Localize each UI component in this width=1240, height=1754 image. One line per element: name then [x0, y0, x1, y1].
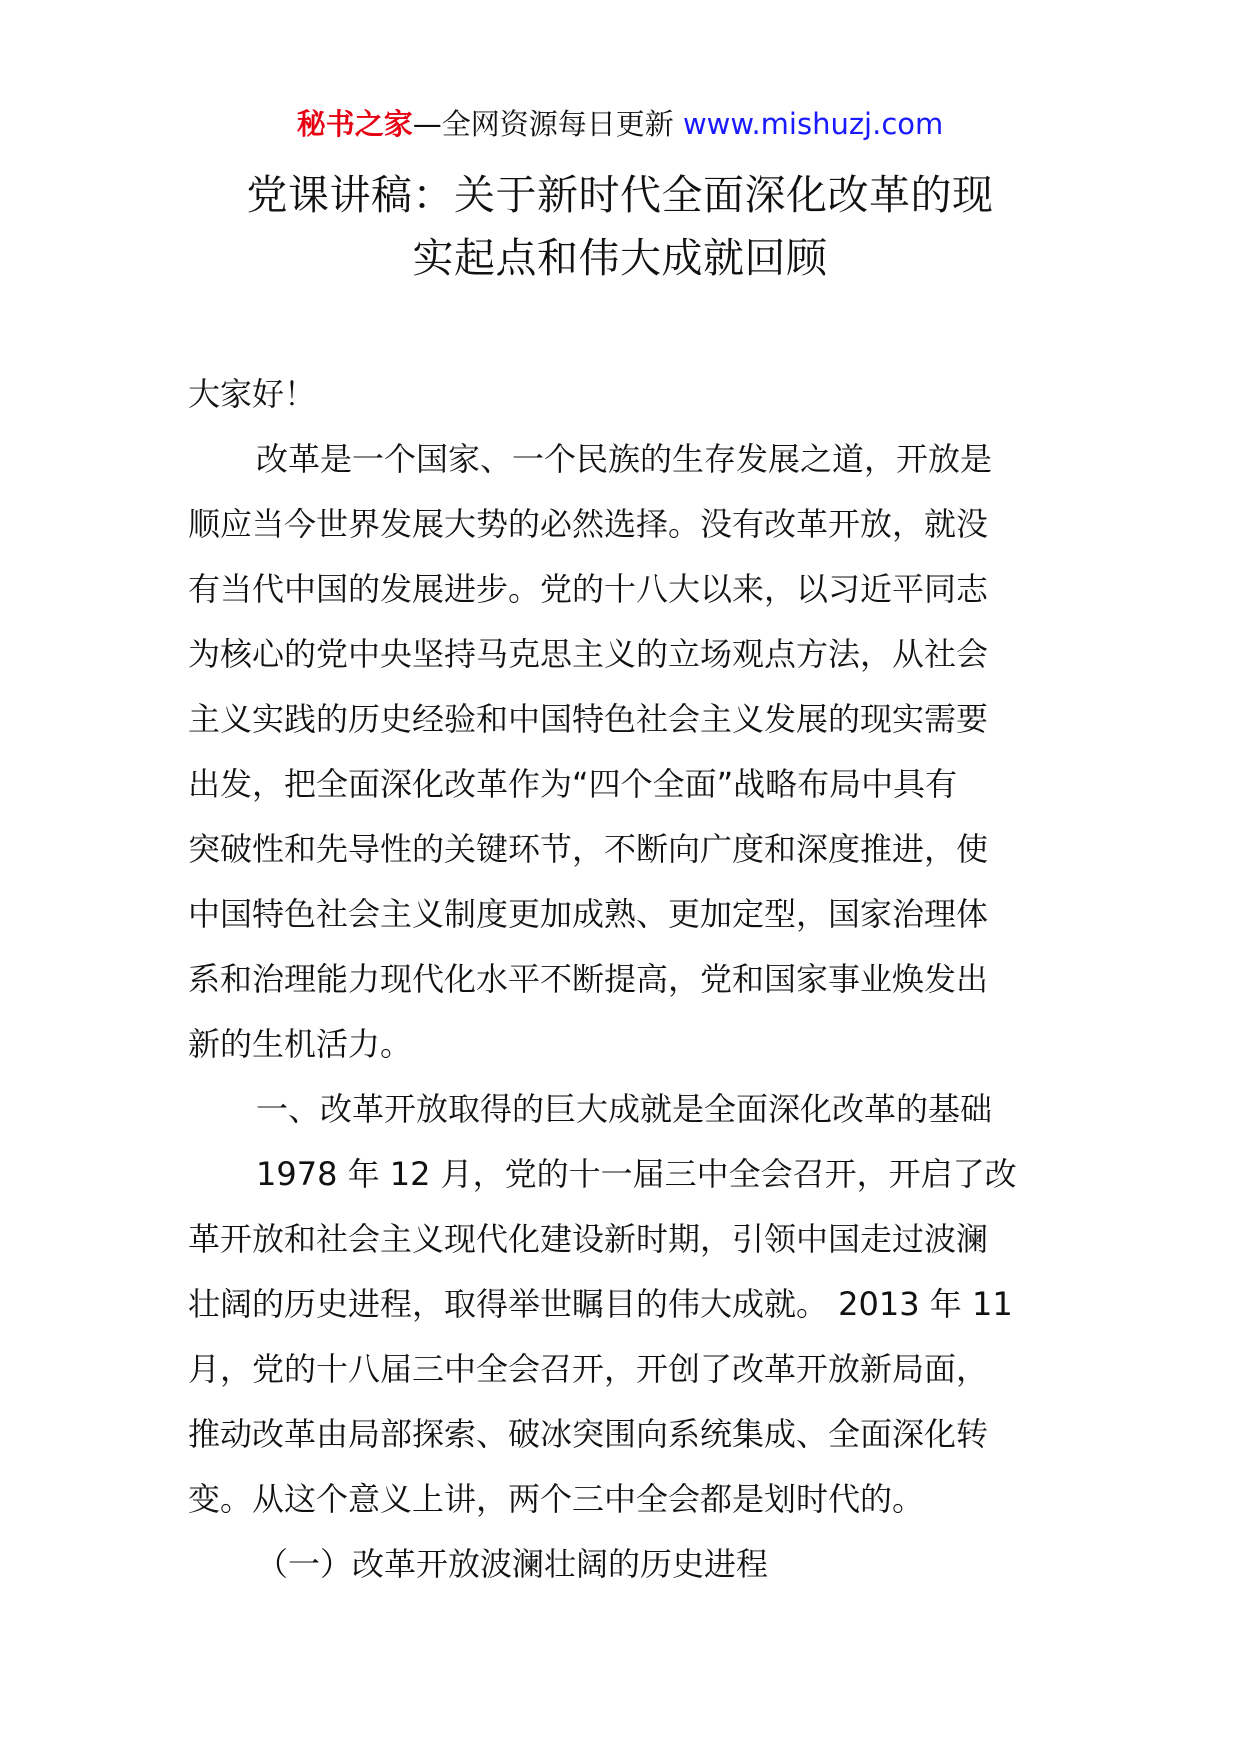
paragraph-line: 革开放和社会主义现代化建设新时期，引领中国走过波澜	[188, 1220, 989, 1258]
paragraph-line: 顺应当今世界发展大势的必然选择。没有改革开放，就没	[188, 505, 989, 543]
brand-name: 秘书之家	[296, 107, 413, 141]
site-url-link[interactable]: www.mishuzj.com	[682, 107, 944, 141]
paragraph-line: 系和治理能力现代化水平不断提高，党和国家事业焕发出	[188, 960, 989, 998]
title-line: 党课讲稿：关于新时代全面深化改革的现	[246, 171, 994, 219]
greeting	[188, 362, 1060, 427]
greeting-line: 大家好！	[188, 375, 317, 413]
paragraph-intro	[188, 427, 1060, 1077]
header-slogan: —全网资源每日更新	[412, 107, 683, 141]
paragraph-line: 月，党的十八届三中全会召开，开创了改革开放新局面，	[188, 1350, 989, 1388]
paragraph-line: 有当代中国的发展进步。党的十八大以来，以习近平同志	[188, 570, 989, 608]
document-title	[160, 164, 1080, 290]
subsection-heading-1	[188, 1532, 1060, 1597]
paragraph-line: 改革是一个国家、一个民族的生存发展之道，开放是	[256, 440, 993, 478]
paragraph-line: 主义实践的历史经验和中国特色社会主义发展的现实需要	[188, 700, 989, 738]
paragraph-line: 为核心的党中央坚持马克思主义的立场观点方法，从社会	[188, 635, 989, 673]
document-body	[188, 362, 1060, 1597]
section-heading-line: 一、改革开放取得的巨大成就是全面深化改革的基础	[256, 1090, 993, 1128]
paragraph-history	[188, 1142, 1060, 1532]
paragraph-line: 出发，把全面深化改革作为“四个全面”战略布局中具有	[188, 765, 958, 803]
paragraph-line: 突破性和先导性的关键环节，不断向广度和深度推进，使	[188, 830, 989, 868]
paragraph-line: 1978 年 12 月，党的十一届三中全会召开，开启了改	[256, 1155, 1017, 1193]
title-line: 实起点和伟大成就回顾	[412, 234, 828, 282]
subsection-heading-line: （一）改革开放波澜壮阔的历史进程	[256, 1545, 769, 1583]
paragraph-line: 变。从这个意义上讲，两个三中全会都是划时代的。	[188, 1480, 925, 1518]
section-heading-1	[188, 1077, 1060, 1142]
paragraph-line: 新的生机活力。	[188, 1025, 413, 1063]
paragraph-line: 推动改革由局部探索、破冰突围向系统集成、全面深化转	[188, 1415, 989, 1453]
paragraph-line: 中国特色社会主义制度更加成熟、更加定型，国家治理体	[188, 895, 989, 933]
paragraph-line: 壮阔的历史进程，取得举世瞩目的伟大成就。 2013 年 11	[188, 1285, 1013, 1323]
site-header	[0, 104, 1240, 144]
